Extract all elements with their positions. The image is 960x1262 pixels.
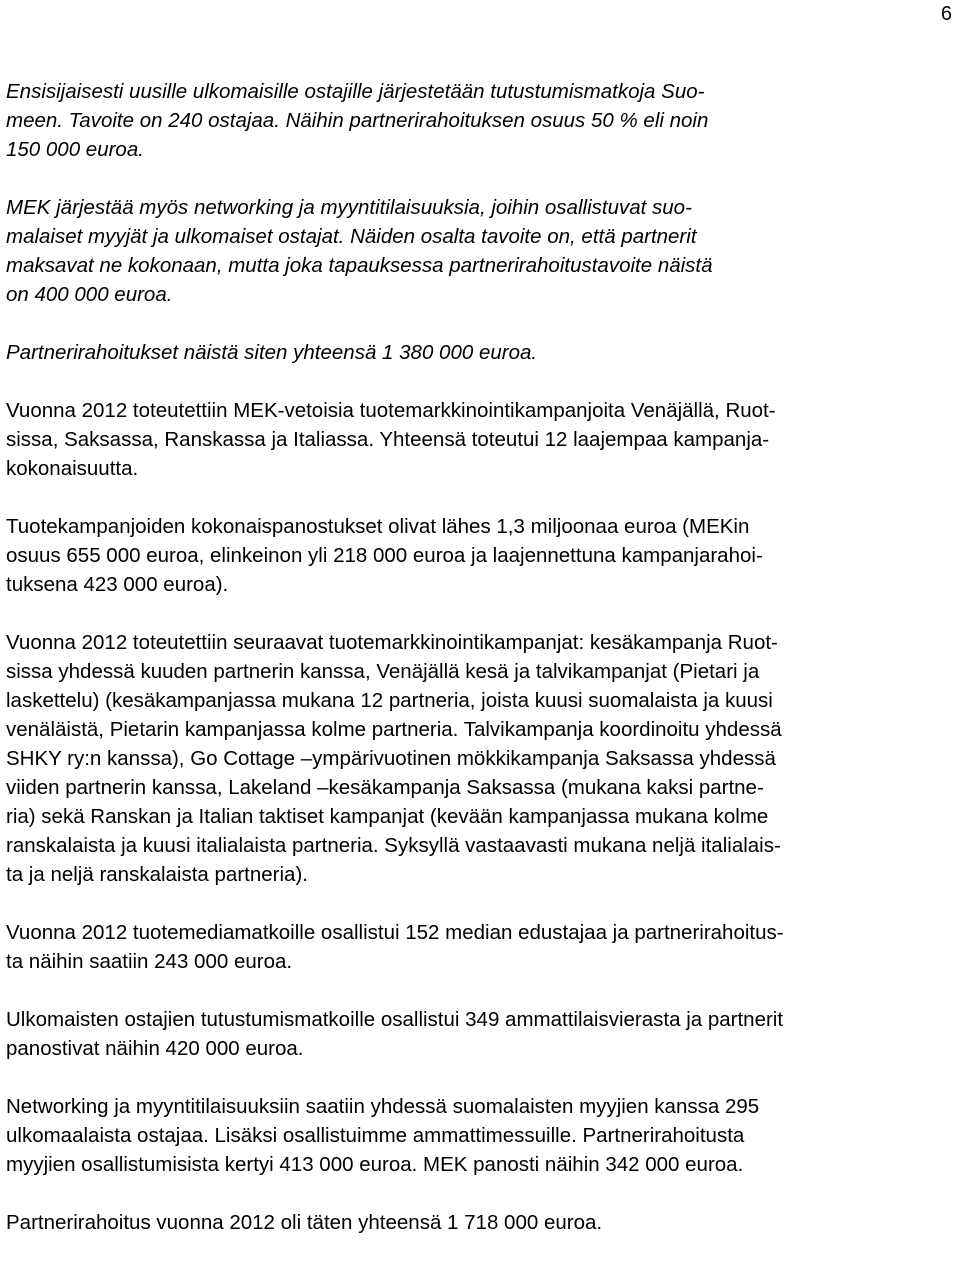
text-line: sissa, Saksassa, Ranskassa ja Italiassa. Yhteensä toteutui 12 laajempaa kampanja- [6, 428, 770, 451]
text-line: 150 000 euroa. [6, 138, 144, 161]
text-line: laskettelu) (kesäkampanjassa mukana 12 partneria, joista kuusi suomalaista ja kuusi [6, 689, 773, 712]
text-line: venäläistä, Pietarin kampanjassa kolme partneria. Talvikampanja koordinoitu yhdessä [6, 718, 782, 741]
text-line: Tuotekampanjoiden kokonaispanostukset olivat lähes 1,3 miljoonaa euroa (MEKin [6, 515, 750, 538]
text-line: sissa yhdessä kuuden partnerin kanssa, Venäjällä kesä ja talvikampanjat (Pietari ja [6, 660, 760, 683]
paragraph-gap [6, 889, 956, 918]
paragraph-gap [6, 976, 956, 1005]
paragraph [6, 396, 956, 483]
text-line: meen. Tavoite on 240 ostajaa. Näihin partnerirahoituksen osuus 50 % eli noin [6, 109, 709, 132]
paragraph [6, 1005, 956, 1063]
text-line: maksavat ne kokonaan, mutta joka tapauksessa partnerirahoitustavoite näistä [6, 254, 713, 277]
paragraph [6, 338, 956, 367]
text-line: viiden partnerin kanssa, Lakeland –kesäkampanja Saksassa (mukana kaksi partne- [6, 776, 764, 799]
text-line: Ensisijaisesti uusille ulkomaisille ostajille järjestetään tutustumismatkoja Suo- [6, 80, 705, 103]
text-line: ulkomaalaista ostajaa. Lisäksi osallistuimme ammattimessuille. Partnerirahoitusta [6, 1124, 745, 1147]
paragraph [6, 512, 956, 599]
paragraph-gap [6, 599, 956, 628]
document-body [6, 77, 956, 1237]
text-line: Vuonna 2012 toteutettiin seuraavat tuotemarkkinointikampanjat: kesäkampanja Ruot- [6, 631, 778, 654]
text-line: malaiset myyjät ja ulkomaiset ostajat. Näiden osalta tavoite on, että partnerit [6, 225, 697, 248]
page-number: 6 [940, 3, 952, 25]
text-line: ranskalaista ja kuusi italialaista partneria. Syksyllä vastaavasti mukana neljä italialais- [6, 834, 781, 857]
paragraph-gap [6, 164, 956, 193]
text-line: SHKY ry:n kanssa), Go Cottage –ympärivuotinen mökkikampanja Saksassa yhdessä [6, 747, 776, 770]
text-line: tuksena 423 000 euroa). [6, 573, 229, 596]
paragraph [6, 1208, 956, 1237]
text-line: Vuonna 2012 tuotemediamatkoille osallistui 152 median edustajaa ja partnerirahoitus- [6, 921, 784, 944]
paragraph [6, 193, 956, 309]
paragraph [6, 77, 956, 164]
paragraph-gap [6, 1179, 956, 1208]
text-line: osuus 655 000 euroa, elinkeinon yli 218 000 euroa ja laajennettuna kampanjarahoi- [6, 544, 763, 567]
text-line: on 400 000 euroa. [6, 283, 173, 306]
paragraph [6, 918, 956, 976]
text-line: kokonaisuutta. [6, 457, 139, 480]
text-line: Partnerirahoitukset näistä siten yhteensä 1 380 000 euroa. [6, 341, 538, 364]
text-line: ria) sekä Ranskan ja Italian taktiset kampanjat (kevään kampanjassa mukana kolme [6, 805, 769, 828]
text-line: MEK järjestää myös networking ja myyntitilaisuuksia, joihin osallistuvat suo- [6, 196, 692, 219]
paragraph-gap [6, 367, 956, 396]
paragraph [6, 628, 956, 889]
text-line: panostivat näihin 420 000 euroa. [6, 1037, 304, 1060]
paragraph-gap [6, 309, 956, 338]
text-line: Ulkomaisten ostajien tutustumismatkoille osallistui 349 ammattilaisvierasta ja partnerit [6, 1008, 784, 1031]
text-line: Vuonna 2012 toteutettiin MEK-vetoisia tuotemarkkinointikampanjoita Venäjällä, Ruot- [6, 399, 776, 422]
paragraph-gap [6, 1063, 956, 1092]
paragraph [6, 1092, 956, 1179]
text-line: Partnerirahoitus vuonna 2012 oli täten yhteensä 1 718 000 euroa. [6, 1211, 603, 1234]
text-line: ta ja neljä ranskalaista partneria). [6, 863, 308, 886]
text-line: Networking ja myyntitilaisuuksiin saatiin yhdessä suomalaisten myyjien kanssa 295 [6, 1095, 760, 1118]
text-line: ta näihin saatiin 243 000 euroa. [6, 950, 293, 973]
text-line: myyjien osallistumisista kertyi 413 000 euroa. MEK panosti näihin 342 000 euroa. [6, 1153, 744, 1176]
paragraph-gap [6, 483, 956, 512]
